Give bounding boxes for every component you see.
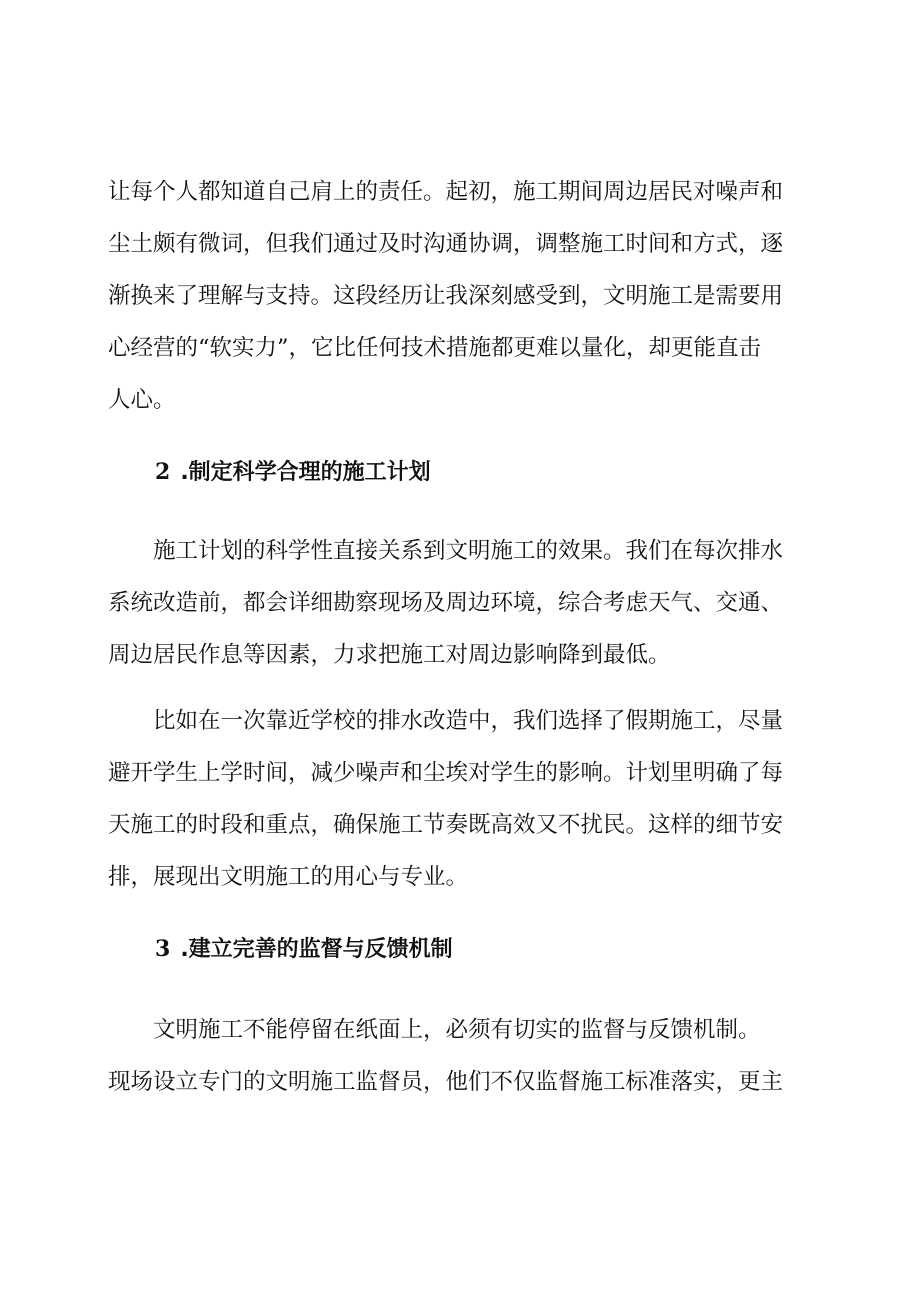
section-heading-3 xyxy=(155,929,453,970)
section-number: 3 xyxy=(155,936,171,962)
text-line: 人心。 xyxy=(108,387,176,413)
text-line: 心经营的“软实力”，它比任何技术措施都更难以量化，却更能直击 xyxy=(108,335,762,361)
text-line: 天施工的时段和重点，确保施工节奏既高效又不扰民。这样的细节安 xyxy=(108,812,784,838)
text-line: 现场设立专门的文明施工监督员，他们不仅监督施工标准落实，更主 xyxy=(108,1069,784,1095)
paragraph-planning-intro xyxy=(108,525,808,681)
text-line: 周边居民作息等因素，力求把施工对周边影响降到最低。 xyxy=(108,642,671,668)
text-line: 施工计划的科学性直接关系到文明施工的效果。我们在每次排水 xyxy=(153,538,784,564)
text-line: 比如在一次靠近学校的排水改造中，我们选择了假期施工，尽量 xyxy=(153,708,784,734)
paragraph-continuation xyxy=(108,166,808,426)
text-line: 避开学生上学时间，减少噪声和尘埃对学生的影响。计划里明确了每 xyxy=(108,760,784,786)
paragraph-supervision xyxy=(108,1004,808,1108)
section-title: .建立完善的监督与反馈机制 xyxy=(180,937,453,962)
section-title: .制定科学合理的施工计划 xyxy=(180,460,431,485)
section-heading-2 xyxy=(155,452,431,493)
text-line: 系统改造前，都会详细勘察现场及周边环境，综合考虑天气、交通、 xyxy=(108,590,784,616)
text-line: 文明施工不能停留在纸面上，必须有切实的监督与反馈机制。 xyxy=(153,1017,761,1043)
text-line: 排，展现出文明施工的用心与专业。 xyxy=(108,864,469,890)
text-line: 尘土颇有微词，但我们通过及时沟通协调，调整施工时间和方式，逐 xyxy=(108,231,784,257)
section-number: 2 xyxy=(155,459,171,485)
text-line: 渐换来了理解与支持。这段经历让我深刻感受到，文明施工是需要用 xyxy=(108,283,784,309)
paragraph-planning-example xyxy=(108,695,808,903)
text-line: 让每个人都知道自己肩上的责任。起初，施工期间周边居民对噪声和 xyxy=(108,179,784,205)
